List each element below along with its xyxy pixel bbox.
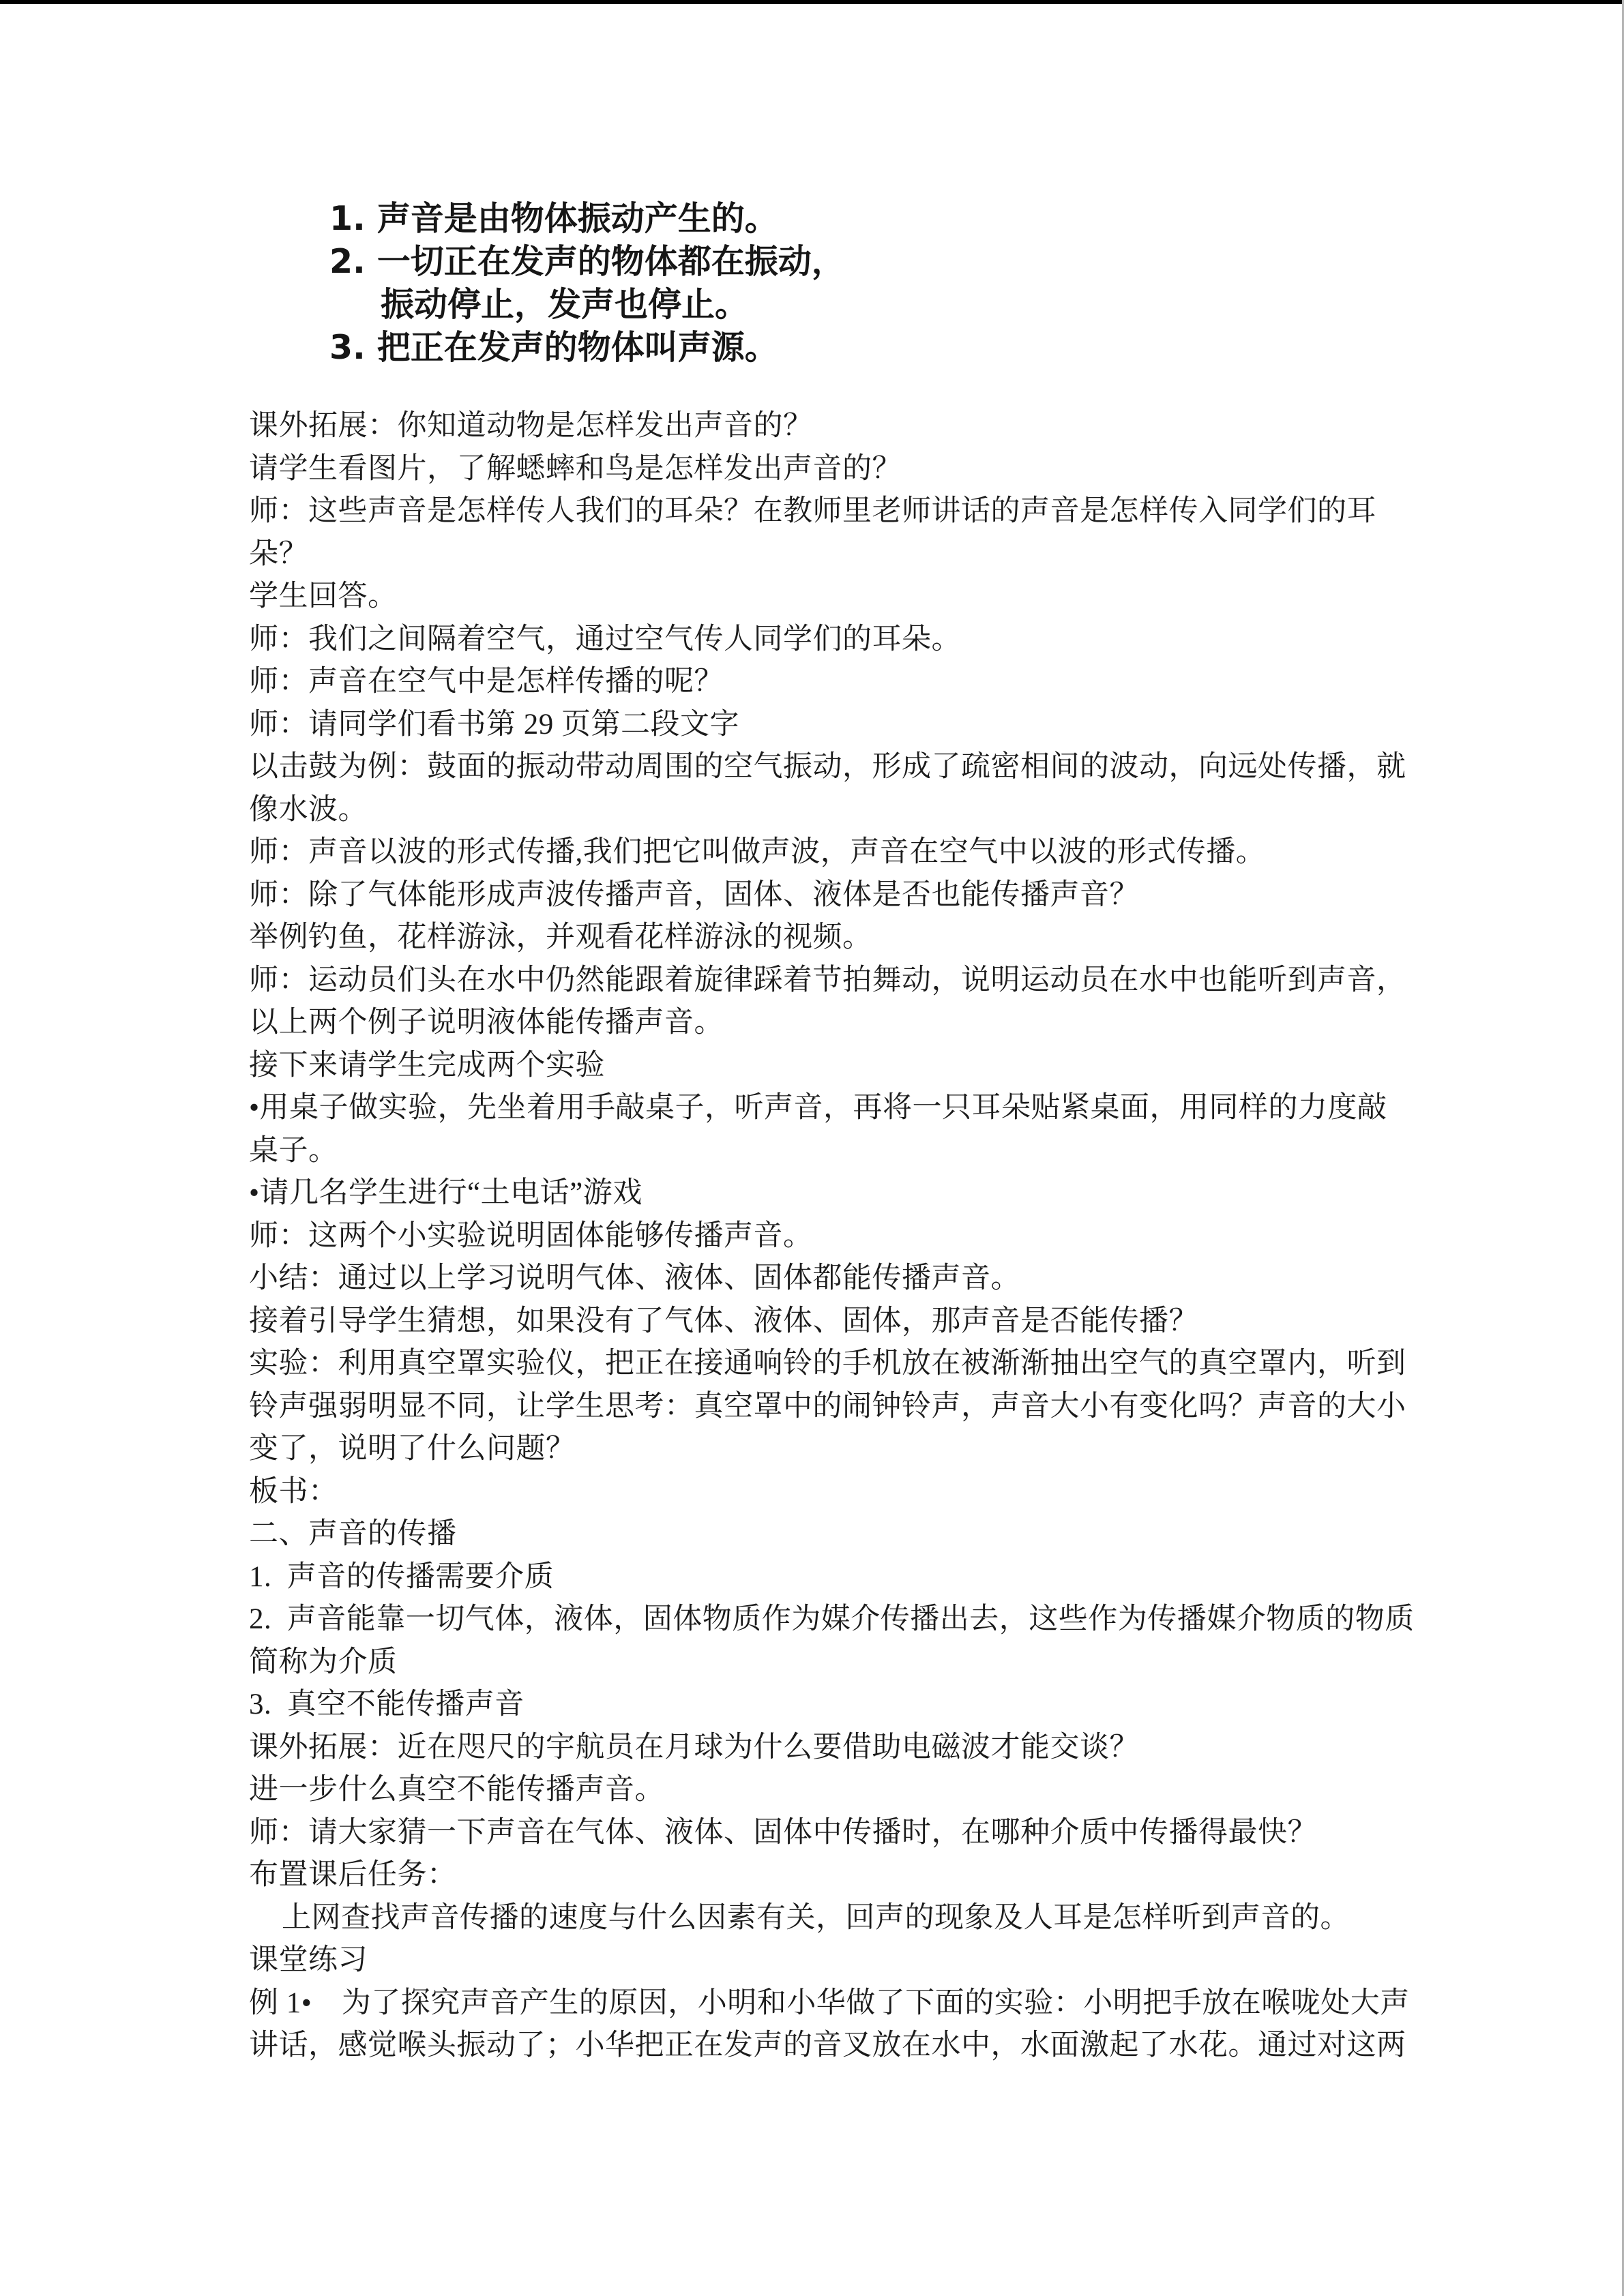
- text-line: 课堂练习: [249, 1944, 368, 1976]
- page-top-border: [0, 0, 1624, 4]
- text-line: 以击鼓为例：鼓面的振动带动周围的空气振动，形成了疏密相间的波动，向远处传播，就: [249, 751, 1406, 783]
- text-line: 师：请大家猜一下声音在气体、液体、固体中传播时，在哪种介质中传播得最快？: [249, 1816, 1317, 1849]
- text-line: 2. 声音能靠一切气体，液体，固体物质作为媒介传播出去，这些作为传播媒介物质的物质: [249, 1603, 1415, 1635]
- text-line: 举例钓鱼，花样游泳，并观看花样游泳的视频。: [249, 921, 872, 953]
- board-summary-list: [0, 197, 1624, 369]
- text-line: 学生回答。: [249, 580, 398, 612]
- text-line: 讲话，感觉喉头振动了；小华把正在发声的音叉放在水中，水面激起了水花。通过对这两: [249, 2029, 1406, 2061]
- text-line: 变了，说明了什么问题？: [249, 1433, 576, 1465]
- text-line: 课外拓展：你知道动物是怎样发出声音的？: [249, 410, 813, 442]
- text-line: 板书：: [249, 1475, 338, 1508]
- text-line: 例 1• 为了探究声音产生的原因，小明和小华做了下面的实验：小明把手放在喉咙处大声: [249, 1986, 1410, 2019]
- text-line: 上网查找声音传播的速度与什么因素有关，回声的现象及人耳是怎样听到声音的。: [282, 1901, 1350, 1934]
- text-line: 师：这些声音是怎样传人我们的耳朵？在教师里老师讲话的声音是怎样传入同学们的耳: [249, 495, 1376, 527]
- text-line: 师：运动员们头在水中仍然能跟着旋律踩着节拍舞动，说明运动员在水中也能听到声音，: [249, 964, 1406, 996]
- text-line: •用桌子做实验，先坐着用手敲桌子，听声音，再将一只耳朵贴紧桌面，用同样的力度敲: [249, 1092, 1387, 1124]
- summary-list-line: 3. 把正在发声的物体叫声源。: [329, 328, 778, 367]
- text-line: 进一步什么真空不能传播声音。: [249, 1774, 664, 1806]
- text-line: 小结：通过以上学习说明气体、液体、固体都能传播声音。: [249, 1262, 1020, 1294]
- text-line: 接着引导学生猜想，如果没有了气体、液体、固体，那声音是否能传播？: [249, 1304, 1198, 1337]
- text-line: 布置课后任务：: [249, 1859, 457, 1891]
- text-line: 课外拓展：近在咫尺的宇航员在月球为什么要借助电磁波才能交谈？: [249, 1731, 1139, 1763]
- text-line: 实验：利用真空罩实验仪，把正在接通响铃的手机放在被渐渐抽出空气的真空罩内，听到: [249, 1347, 1406, 1380]
- text-line: 请学生看图片，了解蟋蟀和鸟是怎样发出声音的？: [249, 452, 902, 485]
- text-line: 简称为介质: [249, 1645, 398, 1678]
- text-line: 接下来请学生完成两个实验: [249, 1049, 605, 1082]
- text-line: 师：我们之间隔着空气，通过空气传人同学们的耳朵。: [249, 623, 961, 655]
- text-line: 像水波。: [249, 793, 368, 826]
- text-line: 桌子。: [249, 1134, 338, 1167]
- text-line: 二、声音的传播: [249, 1518, 457, 1550]
- text-line: 师：除了气体能形成声波传播声音，固体、液体是否也能传播声音？: [249, 878, 1139, 911]
- lesson-plan-text: [249, 405, 1415, 2068]
- summary-list-line: 1. 声音是由物体振动产生的。: [329, 199, 778, 238]
- text-line: 1. 声音的传播需要介质: [249, 1560, 555, 1593]
- text-line: 师：声音以波的形式传播,我们把它叫做声波，声音在空气中以波的形式传播。: [249, 836, 1266, 868]
- text-line: 师：这两个小实验说明固体能够传播声音。: [249, 1219, 813, 1252]
- text-line: 3. 真空不能传播声音: [249, 1688, 525, 1720]
- summary-list-line: 振动停止，发声也停止。: [381, 285, 749, 324]
- text-line: 朵？: [249, 537, 308, 570]
- text-line: 以上两个例子说明液体能传播声音。: [249, 1007, 724, 1039]
- text-line: 铃声强弱明显不同，让学生思考：真空罩中的闹钟铃声，声音大小有变化吗？声音的大小: [249, 1390, 1406, 1422]
- summary-list-line: 2. 一切正在发声的物体都在振动，: [329, 242, 845, 281]
- text-line: 师：请同学们看书第 29 页第二段文字: [249, 708, 739, 741]
- text-line: 师：声音在空气中是怎样传播的呢？: [249, 666, 724, 698]
- text-line: •请几名学生进行“土电话”游戏: [249, 1177, 643, 1209]
